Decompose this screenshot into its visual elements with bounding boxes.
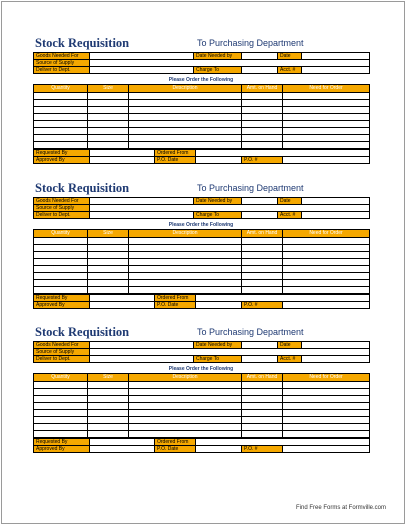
acct-field[interactable] — [302, 67, 370, 74]
form-title-row — [33, 325, 369, 341]
date-label: Date — [278, 53, 302, 60]
amt-on-hand-cell[interactable] — [242, 417, 283, 424]
date-label: Date — [278, 198, 302, 205]
size-cell[interactable] — [88, 273, 129, 280]
order-items-table — [33, 373, 370, 438]
item-row — [34, 100, 370, 107]
po-number-label: P.O. # — [242, 157, 283, 164]
requested-by-field[interactable] — [90, 439, 155, 446]
order-items-table — [33, 84, 370, 149]
date-field[interactable] — [302, 342, 370, 349]
need-for-order-cell[interactable] — [283, 100, 370, 107]
item-row — [34, 121, 370, 128]
need-for-order-cell[interactable] — [283, 128, 370, 135]
quantity-cell[interactable] — [34, 382, 88, 389]
need-for-order-cell[interactable] — [283, 410, 370, 417]
amt-on-hand-cell[interactable] — [242, 142, 283, 149]
amt-on-hand-cell[interactable] — [242, 273, 283, 280]
po-number-field[interactable] — [283, 157, 370, 164]
approved-by-field[interactable] — [90, 157, 155, 164]
header-fields — [33, 341, 370, 363]
amt-on-hand-cell[interactable] — [242, 238, 283, 245]
need-for-order-cell[interactable] — [283, 382, 370, 389]
need-for-order-cell[interactable] — [283, 280, 370, 287]
date-needed-by-field[interactable] — [242, 342, 278, 349]
form-title-row — [33, 181, 369, 197]
item-row — [34, 259, 370, 266]
quantity-cell[interactable] — [34, 114, 88, 121]
item-row — [34, 128, 370, 135]
date-needed-by-label: Date Needed by — [194, 198, 242, 205]
goods-needed-for-label: Goods Needed For — [34, 342, 90, 349]
description-cell[interactable] — [129, 280, 242, 287]
need-for-order-cell[interactable] — [283, 403, 370, 410]
col-need-for-order: Need for Order — [283, 85, 370, 93]
charge-to-label: Charge To — [194, 356, 242, 363]
date-needed-by-field[interactable] — [242, 53, 278, 60]
item-row — [34, 396, 370, 403]
quantity-cell[interactable] — [34, 135, 88, 142]
charge-to-label: Charge To — [194, 212, 242, 219]
goods-needed-for-label: Goods Needed For — [34, 53, 90, 60]
amt-on-hand-cell[interactable] — [242, 396, 283, 403]
po-date-label: P.O. Date — [155, 302, 196, 309]
size-cell[interactable] — [88, 259, 129, 266]
amt-on-hand-cell[interactable] — [242, 259, 283, 266]
approved-by-label: Approved By — [34, 157, 90, 164]
size-cell[interactable] — [88, 280, 129, 287]
ordered-from-field[interactable] — [196, 439, 370, 446]
order-heading: Please Order the Following — [168, 366, 234, 372]
size-cell[interactable] — [88, 417, 129, 424]
deliver-to-dept-label: Deliver to Dept. — [34, 67, 90, 74]
size-cell[interactable] — [88, 114, 129, 121]
description-cell[interactable] — [129, 396, 242, 403]
col-amt-on-hand: Amt. on Hand — [242, 85, 283, 93]
deliver-to-dept-label: Deliver to Dept. — [34, 356, 90, 363]
department-heading: To Purchasing Department — [197, 38, 304, 48]
size-cell[interactable] — [88, 382, 129, 389]
description-cell[interactable] — [129, 135, 242, 142]
need-for-order-cell[interactable] — [283, 424, 370, 431]
col-description: Description — [129, 85, 242, 93]
footer-row-1 — [34, 439, 370, 446]
footer-row-2 — [34, 446, 370, 453]
amt-on-hand-cell[interactable] — [242, 121, 283, 128]
need-for-order-cell[interactable] — [283, 273, 370, 280]
form-title: Stock Requisition — [35, 36, 130, 50]
quantity-cell[interactable] — [34, 273, 88, 280]
size-cell[interactable] — [88, 245, 129, 252]
amt-on-hand-cell[interactable] — [242, 252, 283, 259]
source-of-supply-label: Source of Supply — [34, 60, 90, 67]
description-cell[interactable] — [129, 287, 242, 294]
amt-on-hand-cell[interactable] — [242, 424, 283, 431]
item-row — [34, 245, 370, 252]
acct-field[interactable] — [302, 212, 370, 219]
amt-on-hand-cell[interactable] — [242, 245, 283, 252]
source-of-supply-label: Source of Supply — [34, 205, 90, 212]
order-header-row — [34, 374, 370, 382]
deliver-to-dept-label: Deliver to Dept. — [34, 212, 90, 219]
item-row — [34, 424, 370, 431]
quantity-cell[interactable] — [34, 252, 88, 259]
order-header-row — [34, 85, 370, 93]
po-number-field[interactable] — [283, 446, 370, 453]
col-size: Size — [88, 374, 129, 382]
description-cell[interactable] — [129, 107, 242, 114]
item-row — [34, 410, 370, 417]
description-cell[interactable] — [129, 424, 242, 431]
po-date-field[interactable] — [196, 302, 242, 309]
goods-needed-for-label: Goods Needed For — [34, 198, 90, 205]
header-fields — [33, 197, 370, 219]
date-needed-by-label: Date Needed by — [194, 342, 242, 349]
goods-needed-for-field[interactable] — [90, 342, 194, 349]
description-cell[interactable] — [129, 417, 242, 424]
description-cell[interactable] — [129, 93, 242, 100]
quantity-cell[interactable] — [34, 245, 88, 252]
requested-by-label: Requested By — [34, 295, 90, 302]
amt-on-hand-cell[interactable] — [242, 107, 283, 114]
description-cell[interactable] — [129, 114, 242, 121]
header-row-source — [34, 60, 370, 67]
need-for-order-cell[interactable] — [283, 431, 370, 438]
header-row-source — [34, 205, 370, 212]
requisition-form-3 — [33, 325, 369, 453]
ordered-from-field[interactable] — [196, 150, 370, 157]
col-description: Description — [129, 374, 242, 382]
charge-to-field[interactable] — [242, 67, 278, 74]
amt-on-hand-cell[interactable] — [242, 403, 283, 410]
item-row — [34, 93, 370, 100]
amt-on-hand-cell[interactable] — [242, 114, 283, 121]
deliver-to-dept-field[interactable] — [90, 356, 194, 363]
source-of-supply-label: Source of Supply — [34, 349, 90, 356]
need-for-order-cell[interactable] — [283, 121, 370, 128]
order-heading: Please Order the Following — [168, 222, 234, 228]
requisition-form-2 — [33, 181, 369, 309]
requested-by-field[interactable] — [90, 295, 155, 302]
col-size: Size — [88, 85, 129, 93]
quantity-cell[interactable] — [34, 424, 88, 431]
size-cell[interactable] — [88, 410, 129, 417]
date-field[interactable] — [302, 198, 370, 205]
col-quantity: Quantity — [34, 374, 88, 382]
header-row-goods — [34, 198, 370, 205]
size-cell[interactable] — [88, 287, 129, 294]
item-row — [34, 114, 370, 121]
need-for-order-cell[interactable] — [283, 266, 370, 273]
po-date-label: P.O. Date — [155, 446, 196, 453]
description-cell[interactable] — [129, 100, 242, 107]
amt-on-hand-cell[interactable] — [242, 280, 283, 287]
footer-row-2 — [34, 157, 370, 164]
charge-to-label: Charge To — [194, 67, 242, 74]
item-row — [34, 266, 370, 273]
requisition-form-1 — [33, 36, 369, 164]
item-row — [34, 382, 370, 389]
quantity-cell[interactable] — [34, 280, 88, 287]
quantity-cell[interactable] — [34, 259, 88, 266]
size-cell[interactable] — [88, 107, 129, 114]
size-cell[interactable] — [88, 252, 129, 259]
need-for-order-cell[interactable] — [283, 107, 370, 114]
form-title: Stock Requisition — [35, 325, 130, 339]
acct-field[interactable] — [302, 356, 370, 363]
footer-row-1 — [34, 150, 370, 157]
department-heading: To Purchasing Department — [197, 183, 304, 193]
footer-row-2 — [34, 302, 370, 309]
item-row — [34, 389, 370, 396]
source-of-supply-field[interactable] — [90, 205, 370, 212]
col-need-for-order: Need for Order — [283, 230, 370, 238]
size-cell[interactable] — [88, 128, 129, 135]
item-row — [34, 417, 370, 424]
po-date-label: P.O. Date — [155, 157, 196, 164]
item-row — [34, 403, 370, 410]
ordered-from-label: Ordered From — [155, 295, 196, 302]
goods-needed-for-field[interactable] — [90, 198, 194, 205]
description-cell[interactable] — [129, 389, 242, 396]
need-for-order-cell[interactable] — [283, 142, 370, 149]
order-items-table — [33, 229, 370, 294]
amt-on-hand-cell[interactable] — [242, 100, 283, 107]
source-of-supply-field[interactable] — [90, 60, 370, 67]
need-for-order-cell[interactable] — [283, 417, 370, 424]
size-cell[interactable] — [88, 135, 129, 142]
header-row-source — [34, 349, 370, 356]
item-row — [34, 280, 370, 287]
quantity-cell[interactable] — [34, 410, 88, 417]
date-field[interactable] — [302, 53, 370, 60]
amt-on-hand-cell[interactable] — [242, 266, 283, 273]
amt-on-hand-cell[interactable] — [242, 389, 283, 396]
need-for-order-cell[interactable] — [283, 135, 370, 142]
amt-on-hand-cell[interactable] — [242, 93, 283, 100]
form-title: Stock Requisition — [35, 181, 130, 195]
quantity-cell[interactable] — [34, 287, 88, 294]
order-heading: Please Order the Following — [168, 77, 234, 83]
quantity-cell[interactable] — [34, 266, 88, 273]
amt-on-hand-cell[interactable] — [242, 410, 283, 417]
item-row — [34, 142, 370, 149]
charge-to-field[interactable] — [242, 212, 278, 219]
header-row-goods — [34, 342, 370, 349]
quantity-cell[interactable] — [34, 100, 88, 107]
col-quantity: Quantity — [34, 85, 88, 93]
approval-fields — [33, 294, 370, 309]
col-amt-on-hand: Amt. on Hand — [242, 230, 283, 238]
header-row-deliver — [34, 356, 370, 363]
quantity-cell[interactable] — [34, 417, 88, 424]
size-cell[interactable] — [88, 389, 129, 396]
acct-label: Acct. # — [278, 67, 302, 74]
description-cell[interactable] — [129, 245, 242, 252]
need-for-order-cell[interactable] — [283, 252, 370, 259]
size-cell[interactable] — [88, 142, 129, 149]
size-cell[interactable] — [88, 424, 129, 431]
acct-label: Acct. # — [278, 212, 302, 219]
ordered-from-field[interactable] — [196, 295, 370, 302]
description-cell[interactable] — [129, 273, 242, 280]
item-row — [34, 107, 370, 114]
approved-by-label: Approved By — [34, 302, 90, 309]
quantity-cell[interactable] — [34, 396, 88, 403]
po-number-field[interactable] — [283, 302, 370, 309]
quantity-cell[interactable] — [34, 121, 88, 128]
size-cell[interactable] — [88, 431, 129, 438]
header-fields — [33, 52, 370, 74]
quantity-cell[interactable] — [34, 128, 88, 135]
quantity-cell[interactable] — [34, 389, 88, 396]
size-cell[interactable] — [88, 396, 129, 403]
item-row — [34, 238, 370, 245]
ordered-from-label: Ordered From — [155, 439, 196, 446]
goods-needed-for-field[interactable] — [90, 53, 194, 60]
item-row — [34, 287, 370, 294]
description-cell[interactable] — [129, 403, 242, 410]
col-amt-on-hand: Amt. on Hand — [242, 374, 283, 382]
ordered-from-label: Ordered From — [155, 150, 196, 157]
po-date-field[interactable] — [196, 157, 242, 164]
quantity-cell[interactable] — [34, 142, 88, 149]
size-cell[interactable] — [88, 238, 129, 245]
size-cell[interactable] — [88, 93, 129, 100]
need-for-order-cell[interactable] — [283, 259, 370, 266]
item-row — [34, 252, 370, 259]
header-row-deliver — [34, 67, 370, 74]
description-cell[interactable] — [129, 431, 242, 438]
need-for-order-cell[interactable] — [283, 287, 370, 294]
requested-by-label: Requested By — [34, 439, 90, 446]
charge-to-field[interactable] — [242, 356, 278, 363]
order-header-row — [34, 230, 370, 238]
date-needed-by-field[interactable] — [242, 198, 278, 205]
form-title-row — [33, 36, 369, 52]
description-cell[interactable] — [129, 252, 242, 259]
need-for-order-cell[interactable] — [283, 245, 370, 252]
col-description: Description — [129, 230, 242, 238]
amt-on-hand-cell[interactable] — [242, 431, 283, 438]
requested-by-field[interactable] — [90, 150, 155, 157]
amt-on-hand-cell[interactable] — [242, 382, 283, 389]
deliver-to-dept-field[interactable] — [90, 212, 194, 219]
approved-by-label: Approved By — [34, 446, 90, 453]
quantity-cell[interactable] — [34, 238, 88, 245]
quantity-cell[interactable] — [34, 93, 88, 100]
need-for-order-cell[interactable] — [283, 389, 370, 396]
approval-fields — [33, 438, 370, 453]
amt-on-hand-cell[interactable] — [242, 287, 283, 294]
po-date-field[interactable] — [196, 446, 242, 453]
quantity-cell[interactable] — [34, 431, 88, 438]
footer-credit: Find Free Forms at Formville.com — [295, 505, 386, 511]
approved-by-field[interactable] — [90, 446, 155, 453]
description-cell[interactable] — [129, 238, 242, 245]
po-number-label: P.O. # — [242, 446, 283, 453]
po-number-label: P.O. # — [242, 302, 283, 309]
description-cell[interactable] — [129, 121, 242, 128]
size-cell[interactable] — [88, 121, 129, 128]
department-heading: To Purchasing Department — [197, 327, 304, 337]
size-cell[interactable] — [88, 100, 129, 107]
requested-by-label: Requested By — [34, 150, 90, 157]
description-cell[interactable] — [129, 382, 242, 389]
date-needed-by-label: Date Needed by — [194, 53, 242, 60]
need-for-order-cell[interactable] — [283, 396, 370, 403]
item-row — [34, 431, 370, 438]
description-cell[interactable] — [129, 142, 242, 149]
size-cell[interactable] — [88, 403, 129, 410]
deliver-to-dept-field[interactable] — [90, 67, 194, 74]
header-row-goods — [34, 53, 370, 60]
col-size: Size — [88, 230, 129, 238]
col-need-for-order: Need for Order — [283, 374, 370, 382]
acct-label: Acct. # — [278, 356, 302, 363]
size-cell[interactable] — [88, 266, 129, 273]
quantity-cell[interactable] — [34, 107, 88, 114]
item-row — [34, 273, 370, 280]
quantity-cell[interactable] — [34, 403, 88, 410]
col-quantity: Quantity — [34, 230, 88, 238]
need-for-order-cell[interactable] — [283, 114, 370, 121]
amt-on-hand-cell[interactable] — [242, 135, 283, 142]
need-for-order-cell[interactable] — [283, 93, 370, 100]
amt-on-hand-cell[interactable] — [242, 128, 283, 135]
date-label: Date — [278, 342, 302, 349]
description-cell[interactable] — [129, 410, 242, 417]
item-row — [34, 135, 370, 142]
need-for-order-cell[interactable] — [283, 238, 370, 245]
description-cell[interactable] — [129, 259, 242, 266]
description-cell[interactable] — [129, 128, 242, 135]
description-cell[interactable] — [129, 266, 242, 273]
source-of-supply-field[interactable] — [90, 349, 370, 356]
approved-by-field[interactable] — [90, 302, 155, 309]
approval-fields — [33, 149, 370, 164]
header-row-deliver — [34, 212, 370, 219]
footer-row-1 — [34, 295, 370, 302]
